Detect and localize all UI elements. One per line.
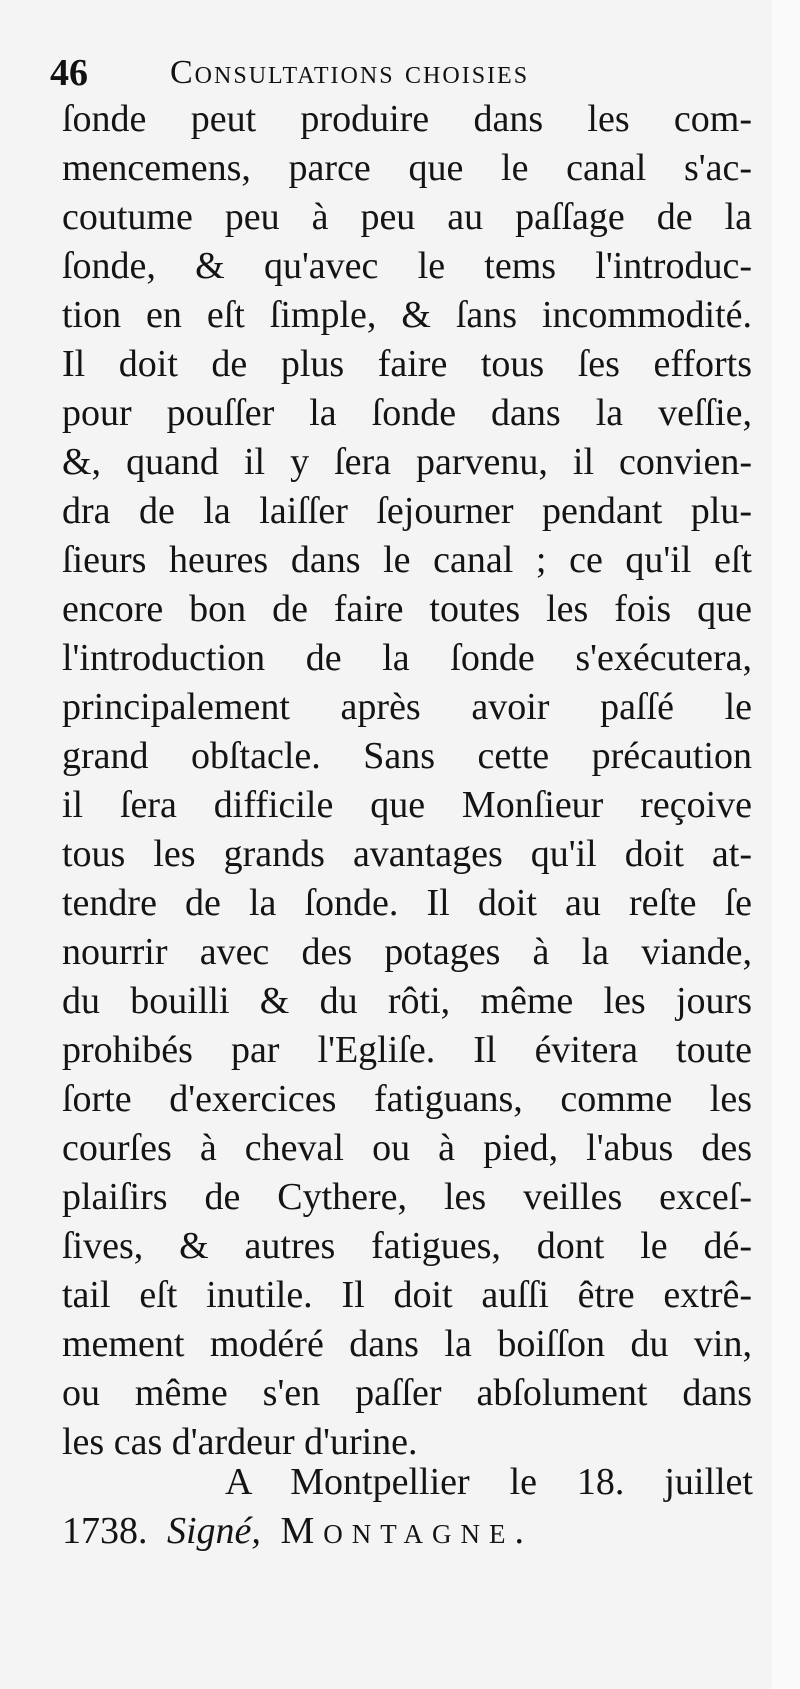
signature-year: 1738. — [62, 1510, 148, 1552]
text-line: &, quand il y ſera parvenu, il convien- — [62, 441, 752, 483]
text-line: grand obſtacle. Sans cette précaution — [62, 735, 752, 777]
body-text — [62, 95, 752, 1467]
text-line: pour pouſſer la ſonde dans la veſſie, — [62, 392, 752, 434]
text-line: mencemens, parce que le canal s'ac- — [62, 147, 752, 189]
text-line: courſes à cheval ou à pied, l'abus des — [62, 1127, 752, 1169]
text-line: principalement après avoir paſſé le — [62, 686, 752, 728]
text-line: dra de la laiſſer ſejourner pendant plu- — [62, 490, 752, 532]
text-line: tendre de la ſonde. Il doit au reſte ſe — [62, 882, 752, 924]
text-line: mement modéré dans la boiſſon du vin, — [62, 1323, 752, 1365]
text-line: ſonde peut produire dans les com- — [62, 98, 752, 140]
text-line: ou même s'en paſſer abſolument dans — [62, 1372, 752, 1414]
text-line: tail eſt inutile. Il doit auſſi être extrê- — [62, 1274, 752, 1316]
text-line: il ſera difficile que Monſieur reçoive — [62, 784, 752, 826]
page-edge — [772, 0, 800, 1689]
text-line: Il doit de plus faire tous ſes efforts — [62, 343, 752, 385]
text-line: plaiſirs de Cythere, les veilles exceſ- — [62, 1176, 752, 1218]
text-line: l'introduction de la ſonde s'exécutera, — [62, 637, 752, 679]
text-line: encore bon de faire toutes les fois que — [62, 588, 752, 630]
text-line: les cas d'ardeur d'urine. — [62, 1421, 418, 1463]
text-line: coutume peu à peu au paſſage de la — [62, 196, 752, 238]
text-line: nourrir avec des potages à la viande, — [62, 931, 752, 973]
text-line: ſieurs heures dans le canal ; ce qu'il eſt — [62, 539, 752, 581]
text-line: ſives, & autres fatigues, dont le dé- — [62, 1225, 752, 1267]
text-line: tion en eſt ſimple, & ſans incommodité. — [62, 294, 752, 336]
signature-line — [62, 1507, 533, 1556]
dateline: A Montpellier le 18. juillet — [225, 1461, 753, 1503]
text-line: prohibés par l'Egliſe. Il évitera toute — [62, 1029, 752, 1071]
text-line: tous les grands avantages qu'il doit at- — [62, 833, 752, 875]
text-line: ſonde, & qu'avec le tems l'introduc- — [62, 245, 752, 287]
page-header — [50, 48, 750, 98]
page-number: 46 — [50, 52, 88, 94]
text-line: ſorte d'exercices fatiguans, comme les — [62, 1078, 752, 1120]
signer-name: Montagne. — [280, 1510, 534, 1552]
running-head: Consultations choisies — [170, 54, 530, 91]
signed-label: Signé, — [167, 1510, 261, 1552]
text-line: du bouilli & du rôti, même les jours — [62, 980, 752, 1022]
